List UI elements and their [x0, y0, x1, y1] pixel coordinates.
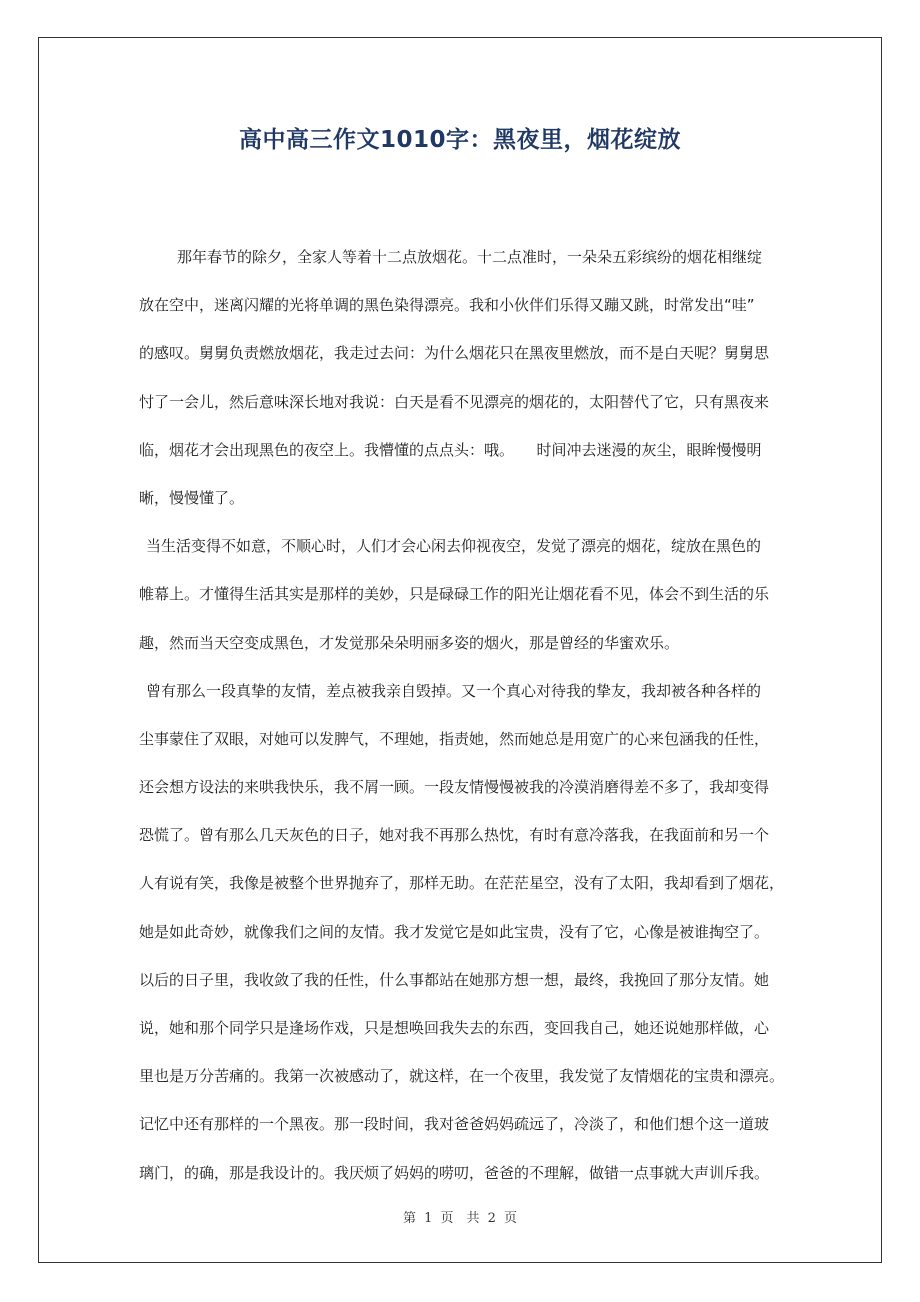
- text-line: 的感叹。舅舅负责燃放烟花，我走过去问：为什么烟花只在黑夜里燃放，而不是白天呢？舅舅思: [139, 344, 770, 363]
- text-line: 说，她和那个同学只是逢场作戏，只是想唤回我失去的东西，变回我自己，她还说她那样做，心: [139, 1019, 770, 1037]
- text-line: 里也是万分苦痛的。我第一次被感动了，就这样，在一个夜里，我发觉了友情烟花的宝贵和漂亮。: [139, 1067, 785, 1086]
- page-number-footer: 第 1 页 共 2 页: [402, 1211, 518, 1226]
- text-line: 当生活变得不如意，不顺心时，人们才会心闲去仰视夜空，发觉了漂亮的烟花，绽放在黑色的: [146, 537, 762, 556]
- text-line: 忖了一会儿，然后意味深长地对我说：白天是看不见漂亮的烟花的，太阳替代了它，只有黑夜来: [139, 392, 770, 411]
- text-line: 帷幕上。才懂得生活其实是那样的美妙，只是碌碌工作的阳光让烟花看不见，体会不到生活的乐: [139, 585, 770, 604]
- text-line: 晰，慢慢懂了。: [139, 488, 245, 507]
- article-body: [139, 240, 797, 1204]
- text-line: 临，烟花才会出现黑色的夜空上。我懵懂的点点头：哦。 时间冲去迷漫的灰尘，眼眸慢慢明: [139, 440, 762, 459]
- text-line: 还会想方设法的来哄我快乐，我不屑一顾。一段友情慢慢被我的冷漠消磨得差不多了，我却变得: [139, 778, 770, 797]
- text-line: 放在空中，迷离闪耀的光将单调的黑色染得漂亮。我和小伙伴们乐得又蹦又跳，时常发出“哇”: [139, 296, 755, 315]
- text-line: 璃门，的确，那是我设计的。我厌烦了妈妈的唠叨，爸爸的不理解，做错一点事就大声训斥我。: [139, 1163, 770, 1182]
- text-line: 恐慌了。曾有那么几天灰色的日子，她对我不再那么热忱，有时有意冷落我，在我面前和另一个: [139, 826, 770, 845]
- text-line: 她是如此奇妙，就像我们之间的友情。我才发觉它是如此宝贵，没有了它，心像是被谁掏空了。: [139, 922, 770, 941]
- text-line: 那年春节的除夕，全家人等着十二点放烟花。十二点准时，一朵朵五彩缤纷的烟花相继绽: [177, 248, 763, 266]
- text-line: 人有说有笑，我像是被整个世界抛弃了，那样无助。在茫茫星空，没有了太阳，我却看到了烟花，: [139, 874, 785, 893]
- text-line: 趣，然而当天空变成黑色，才发觉那朵朵明丽多姿的烟火，那是曾经的华蜜欢乐。: [139, 633, 680, 652]
- text-line: 尘事蒙住了双眼，对她可以发脾气，不理她，指责她，然而她总是用宽广的心来包涵我的任性，: [139, 729, 770, 748]
- text-line: 曾有那么一段真挚的友情，差点被我亲自毁掉。又一个真心对待我的挚友，我却被各种各样的: [146, 681, 762, 700]
- text-line: 以后的日子里，我收敛了我的任性，什么事都站在她那方想一想，最终，我挽回了那分友情。她: [139, 970, 770, 989]
- page-title: 高中高三作文1010字：黑夜里，烟花绽放: [238, 127, 681, 153]
- text-line: 记忆中还有那样的一个黑夜。那一段时间，我对爸爸妈妈疏远了，冷淡了，和他们想个这一道玻: [139, 1115, 770, 1134]
